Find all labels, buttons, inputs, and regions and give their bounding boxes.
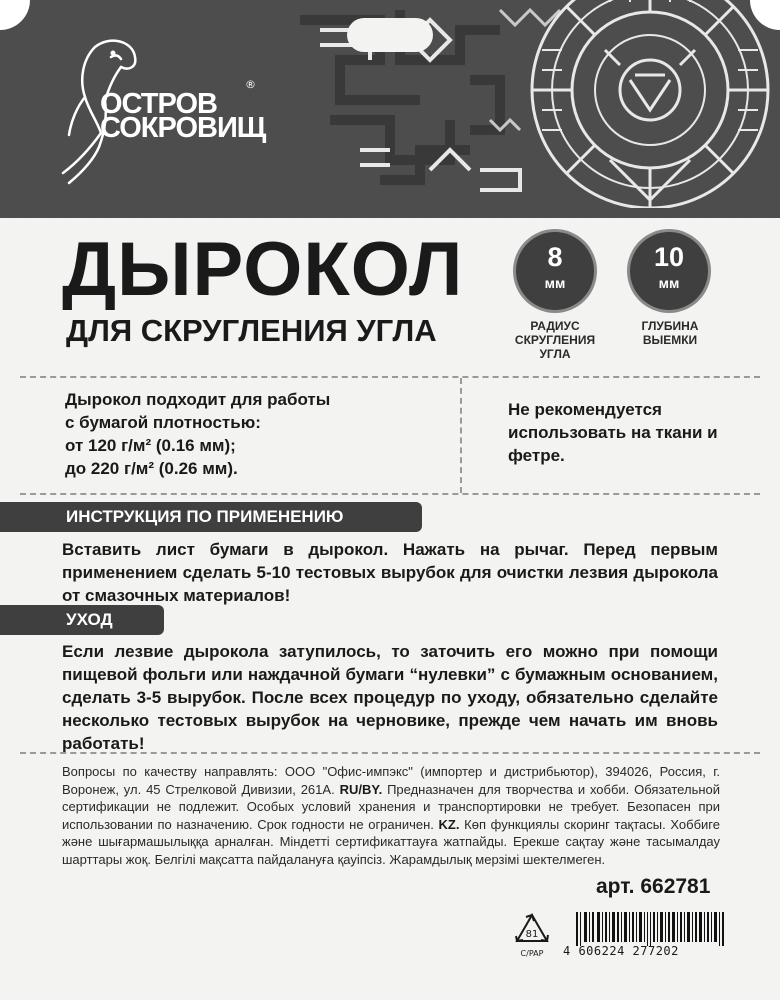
divider-top — [20, 376, 760, 378]
paper-line-4: до 220 г/м² (0.26 мм). — [65, 459, 238, 478]
legal-ru-text: Вопросы по качеству направлять: ООО "Офис-импэкс" (импортер и дистрибьютор), 394026, Россия, г. Воронеж, ул. 45 Стрелковой Дивизии, 261А. — [62, 764, 720, 797]
care-heading: УХОД — [0, 605, 152, 635]
instructions-heading-cap — [410, 502, 422, 532]
registered-mark: ® — [245, 78, 256, 91]
article-number: арт. 662781 — [596, 875, 711, 898]
paper-line-2: с бумагой плотностью: — [65, 413, 261, 432]
product-subtitle: ДЛЯ СКРУГЛЕНИЯ УГЛА — [66, 313, 437, 348]
paper-density-info — [65, 388, 445, 480]
barcode-icon — [576, 912, 724, 946]
recycle-code: 81 — [525, 929, 539, 940]
header-pattern-band — [0, 0, 780, 218]
legal-text — [62, 763, 720, 868]
depth-unit: мм — [658, 275, 680, 291]
paper-line-1: Дырокол подходит для работы — [65, 390, 331, 409]
radius-badge — [516, 232, 594, 310]
depth-label: ГЛУБИНА ВЫЕМКИ — [641, 319, 699, 347]
recycle-label: C/PAP — [520, 949, 544, 958]
legal-ru-tag: RU/BY. — [339, 781, 383, 797]
radius-label: РАДИУС СКРУГЛЕНИЯ УГЛА — [514, 319, 596, 361]
paper-line-3: от 120 г/м² (0.16 мм); — [65, 436, 236, 455]
depth-badge — [630, 232, 708, 310]
instructions-text: Вставить лист бумаги в дырокол. Нажать на рычаг. Перед первым применением сделать 5-10 тестовых вырубок для очистки лезвия дырокола от смазочных материалов! — [62, 540, 718, 605]
brand-line-2: СОКРОВИЩ — [100, 112, 266, 144]
care-heading-cap — [152, 605, 164, 635]
hang-hole — [347, 18, 433, 52]
care-text: Если лезвие дырокола затупилось, то заточить его можно при помощи пищевой фольги или наждачной бумаги “нулевки” с бумажным основанием, сделать 3-5 вырубок. После всех процедур по уходу, обязательно сделайте несколько тестовых вырубок на черновике, прежде чем начать им вновь работать! — [62, 642, 718, 753]
divider-vertical — [460, 378, 462, 493]
recycle-icon — [512, 912, 552, 960]
radius-unit: мм — [544, 275, 566, 291]
legal-kz-text: Көп функциялы скоринг тақтасы. Хоббиге және шығармашылыққа арналған. Міндетті сертификаттауға жатпайды. Ерекше сақтау және тасымалдау шарттары жоқ. Белгілі мақсатта пайдалануға қауіпсіз. Жарамдылық мерзімі шектелмеген. — [62, 816, 720, 867]
brand-line-1: ОСТРОВ — [100, 88, 217, 120]
legal-kz-tag: KZ. — [438, 816, 460, 832]
divider-bottom — [20, 752, 760, 754]
product-title: ДЫРОКОЛ — [62, 227, 464, 312]
instructions-heading: ИНСТРУКЦИЯ ПО ПРИМЕНЕНИЮ — [0, 502, 410, 532]
barcode-digits: 4 606224 277202 — [563, 944, 679, 958]
header-zigzag-edge — [0, 208, 780, 220]
radius-value: 8 — [547, 242, 563, 272]
legal-ru-text-2: Предназначен для творчества и хобби. Обязательной сертификации не подлежит. Особых условий хранения и транспортировки не требует. Безопасен при использовании по назначению. Срок годности не ограничен. — [62, 781, 721, 832]
fabric-warning: Не рекомендуется использовать на ткани и фетре. — [508, 400, 718, 465]
divider-middle — [20, 493, 760, 495]
depth-value: 10 — [653, 242, 685, 272]
